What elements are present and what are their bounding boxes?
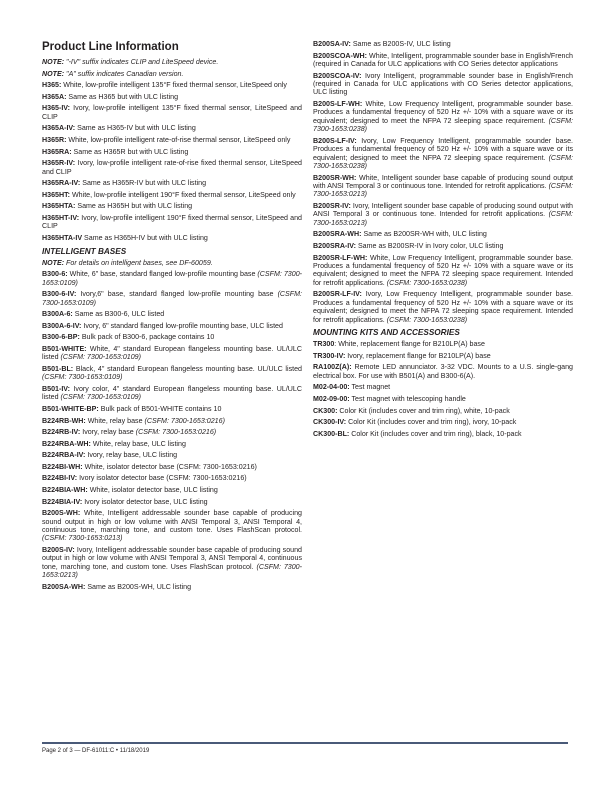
right-entries <box>313 40 573 324</box>
product-description: Test magnet with telescoping handle <box>349 395 466 404</box>
product-code: B501-WHITE: <box>42 344 87 353</box>
product-code: B200SR-IV: <box>313 202 351 211</box>
footer-rule <box>42 742 568 744</box>
product-code: B224BI-IV: <box>42 474 78 483</box>
product-entry <box>313 290 573 324</box>
intelligent-bases-note <box>42 259 302 267</box>
product-code: RA100Z(A): <box>313 363 352 372</box>
csfm-listing: (CSFM: 7300-1653:0109) <box>42 373 123 382</box>
product-code: H365RA: <box>42 147 72 156</box>
product-entry <box>42 583 302 591</box>
product-entry <box>42 486 302 494</box>
product-description: Ivory, relay base <box>80 428 136 437</box>
csfm-listing: (CSFM: 7300-1653:0213) <box>313 210 573 227</box>
product-code: TR300-IV: <box>313 351 346 360</box>
product-entry <box>42 463 302 471</box>
product-code: B224RBA-WH: <box>42 439 91 448</box>
product-entry <box>42 365 302 382</box>
product-code: B300-6: <box>42 270 68 279</box>
bases-entries <box>42 270 302 591</box>
product-code: B200SRA-WH: <box>313 230 362 239</box>
product-description: Ivory, relay base, ULC listing <box>85 451 178 460</box>
product-description: : White, replacement flange for B210LP(A) base <box>334 340 485 349</box>
mounting-heading: MOUNTING KITS AND ACCESSORIES <box>313 328 460 338</box>
product-entry <box>313 202 573 227</box>
product-entry <box>42 333 302 341</box>
product-description: Remote LED annunciator. 3-32 VDC. Mounts to a U.S. single-gang electrical box. For use with B501(A) and B300-6(A). <box>313 363 573 380</box>
product-entry <box>42 81 302 89</box>
product-description: Color Kit (includes cover and trim ring), white, 10-pack <box>337 406 510 415</box>
product-code: H365R: <box>42 135 67 144</box>
product-entry <box>42 234 302 242</box>
product-entry <box>42 509 302 543</box>
product-code: B200SA-WH: <box>42 582 86 591</box>
product-code: B224BIA-IV: <box>42 497 83 506</box>
csfm-listing: (CSFM: 7300-1653:0213) <box>42 562 302 580</box>
product-code: CK300-IV: <box>313 418 347 427</box>
product-description: Ivory Intelligent, programmable sounder base in English/French (required in Canada for ULC applications with CO Series detector applications, ULC listing <box>313 71 573 97</box>
product-code: B200SR-LF-WH: <box>313 253 368 262</box>
product-description: Same as B200S-WH, ULC listing <box>85 582 192 591</box>
note-label: NOTE: <box>42 58 65 66</box>
product-description: White, isolator detector base (CSFM: 7300-1653:0216) <box>82 462 257 471</box>
product-code: TR300 <box>313 340 335 349</box>
product-code: B224BI-WH: <box>42 462 83 471</box>
csfm-listing: (CSFM: 7300-1653:0213) <box>313 182 573 199</box>
product-entry <box>42 124 302 132</box>
product-entry <box>42 214 302 231</box>
page-footer: Page 2 of 3 — DF-61011:C • 11/18/2019 <box>42 748 150 754</box>
csfm-listing: (CSFM: 7300-1653:0238) <box>313 116 573 134</box>
product-code: H365RA-IV: <box>42 179 81 188</box>
product-code: B200S-WH: <box>42 509 81 518</box>
product-entry <box>313 352 573 360</box>
product-description: Ivory, Intelligent addressable sounder base capable of producing sound output in high or low volume with ANSI Temporal 3, ANSI Temporal 4, continuous tone, marching tone, and custom tone. Uses FlashScan protocol. <box>42 546 302 571</box>
product-entry <box>42 179 302 187</box>
product-entry <box>313 395 573 403</box>
product-entry <box>42 440 302 448</box>
product-description: White, Low Frequency Intelligent, programmable sounder base. Produces a fundamental frequency of 520 Hz +/- 10% with a square wave or its equivalent; designed to meet the NFPA 72 sleeping space requirement. Intended for retrofit applications. <box>313 253 573 287</box>
product-entry <box>313 340 573 348</box>
product-entry <box>313 100 573 134</box>
note-label: NOTE: <box>42 69 65 78</box>
product-entry <box>42 498 302 506</box>
product-entry <box>313 430 573 438</box>
left-entries <box>42 81 302 242</box>
csfm-listing: (CSFM: 7300-1653:0216) <box>144 416 225 425</box>
product-entry <box>42 474 302 482</box>
product-description: Bulk pack of B501-WHITE contains 10 <box>98 404 222 413</box>
product-description: White, 4" standard European flangeless mounting base. UL/ULC listed <box>42 344 302 362</box>
product-description: White, Intelligent addressable sounder base capable of producing sound output in high or low volume with ANSI Temporal 3, ANSI Temporal 4, continuous tone, marching tone, and custom tone. Uses FlashScan protocol. <box>42 509 302 535</box>
product-entry <box>313 72 573 97</box>
note-label: NOTE: <box>42 258 65 267</box>
product-description: White, low-profile intelligent 190°F fixed thermal sensor, LiteSpeed only <box>70 190 296 199</box>
product-entry <box>42 270 302 287</box>
mounting-entries <box>313 340 573 438</box>
product-description: Ivory, low-profile intelligent rate-of-rise fixed thermal sensor, LiteSpeed and CLIP <box>42 159 302 176</box>
product-code: H365-IV: <box>42 104 70 113</box>
product-entry <box>313 174 573 199</box>
product-code: B224RB-WH: <box>42 416 86 425</box>
product-code: B300A-6: <box>42 310 73 319</box>
product-description: Ivory,6" base, standard flanged low-profile mounting base <box>76 290 278 299</box>
product-code: B300-6-IV: <box>42 290 77 299</box>
product-code: B501-IV: <box>42 384 70 393</box>
product-entry <box>42 104 302 121</box>
product-description: Ivory, Low Frequency Intelligent, programmable sounder base. Produces a fundamental frequency of 520 Hz +/- 10% with a square wave or its equivalent; designed to meet the NFPA 72 sleeping space requirement. Intended for retrofit applications. <box>313 290 573 324</box>
product-description: Color Kit (includes cover and trim ring), black, 10-pack <box>349 429 522 438</box>
note-text: For details on intelligent bases, see DF-60059. <box>64 258 213 267</box>
product-entry <box>42 546 302 580</box>
product-entry <box>42 191 302 199</box>
product-description: White, 6" base, standard flanged low-profile mounting base <box>67 270 258 279</box>
product-code: B200SCOA-IV: <box>313 71 362 80</box>
product-code: B200SR-LF-IV: <box>313 290 362 299</box>
product-code: B200SA-IV: <box>313 40 351 48</box>
product-entry <box>313 254 573 288</box>
product-entry <box>42 159 302 176</box>
csfm-listing: (CSFM: 7300-1653:0109) <box>60 393 141 402</box>
product-code: B300A-6-IV: <box>42 321 82 330</box>
product-code: H365HTA: <box>42 202 76 211</box>
product-code: B200SCOA-WH: <box>313 51 367 60</box>
product-description: Same as H365-IV but with ULC listing <box>75 124 196 133</box>
product-code: H365HT: <box>42 190 70 199</box>
product-entry <box>42 93 302 101</box>
csfm-listing: (CSFM: 7300-1653:0213) <box>42 534 123 543</box>
csfm-listing: (CSFM: 7300-1653:0109) <box>42 270 303 287</box>
note-line <box>42 70 302 78</box>
product-code: M02-04-00: <box>313 383 350 392</box>
product-code: B200S-LF-IV: <box>313 136 357 145</box>
product-description: Ivory color, 4" standard European flangeless mounting base. UL/ULC listed <box>42 384 302 402</box>
csfm-listing: (CSFM: 7300-1653:0238) <box>386 278 468 287</box>
product-code: B224BIA-WH: <box>42 486 88 495</box>
product-description: Test magnet <box>349 383 391 392</box>
product-description: Same as H365H but with ULC listing <box>75 202 193 211</box>
product-code: B200S-LF-WH: <box>313 100 363 108</box>
product-code: B200SR-WH: <box>313 173 357 182</box>
product-entry <box>42 148 302 156</box>
intelligent-bases-heading: INTELLIGENT BASES <box>42 246 127 256</box>
product-entry <box>42 136 302 144</box>
product-code: B501-WHITE-BP: <box>42 404 99 413</box>
product-description: White, relay base <box>85 416 145 425</box>
product-entry <box>42 322 302 330</box>
note-line <box>42 58 302 66</box>
product-entry <box>313 418 573 426</box>
product-entry <box>42 385 302 402</box>
product-code: B300-6-BP: <box>42 333 80 342</box>
product-description: Ivory, low-profile intelligent 135°F fixed thermal sensor, LiteSpeed and CLIP <box>42 104 302 121</box>
product-description: Same as H365 but with ULC listing <box>66 92 179 101</box>
product-description: Ivory, Low Frequency Intelligent, programmable sounder base. Produces a fundamental frequency of 520 Hz +/- 10% with a square wave or its equivalent; designed to meet the NFPA 72 sleeping space requirement. <box>313 136 573 162</box>
product-description: Same as H365R but with ULC listing <box>71 147 189 156</box>
product-entry <box>42 310 302 318</box>
product-code: H365A-IV: <box>42 124 76 133</box>
product-description: White, low-profile intelligent rate-of-rise thermal sensor, LiteSpeed only <box>66 135 291 144</box>
product-code: B200S-IV: <box>42 546 75 555</box>
product-entry <box>313 52 573 69</box>
product-code: CK300-BL: <box>313 429 350 438</box>
product-entry <box>313 407 573 415</box>
product-entry <box>42 290 302 307</box>
product-code: B224RB-IV: <box>42 428 81 437</box>
product-code: M02-09-00: <box>313 395 350 404</box>
product-entry <box>42 202 302 210</box>
product-description: Ivory isolator detector base, ULC listing <box>82 497 208 506</box>
product-code: B501-BL: <box>42 364 74 373</box>
product-description: Same as B200SR-IV in Ivory color, ULC listing <box>355 242 504 251</box>
csfm-listing: (CSFM: 7300-1653:0238) <box>313 153 573 171</box>
product-description: Ivory isolator detector base (CSFM: 7300-1653:0216) <box>77 474 247 483</box>
product-description: White, Intelligent sounder base capable of producing sound output with ANSI Temporal 3 or continuous tone. Intended for retrofit applications. <box>313 173 573 191</box>
product-entry <box>42 405 302 413</box>
csfm-listing: (CSFM: 7300-1653:0238) <box>386 315 468 324</box>
product-entry <box>313 383 573 391</box>
product-description: Black, 4" standard European flangeless mounting base. UL/ULC listed <box>73 364 302 373</box>
product-entry <box>313 137 573 171</box>
product-entry <box>313 40 573 48</box>
notes <box>42 58 302 78</box>
product-description: White, relay base, ULC listing <box>90 439 186 448</box>
product-description: Ivory, 6" standard flanged low-profile mounting base, ULC listed <box>81 321 283 330</box>
csfm-listing: (CSFM: 7300-1653:0109) <box>42 290 302 307</box>
product-entry <box>313 363 573 380</box>
right-column <box>313 40 573 441</box>
note-text: "-IV" suffix indicates CLIP and LiteSpeed device. <box>64 58 219 66</box>
product-description: Ivory, low-profile intelligent 190°F fixed thermal sensor, LiteSpeed and CLIP <box>42 213 302 231</box>
page-title: Product Line Information <box>42 41 179 53</box>
product-description: Same as B300-6, ULC listed <box>72 310 165 319</box>
product-entry <box>313 230 573 238</box>
product-description: Bulk pack of B300-6, package contains 10 <box>79 333 215 342</box>
product-description: White, Low Frequency Intelligent, programmable sounder base. Produces a fundamental frequency of 520 Hz +/- 10% with a square wave or its equivalent; designed to meet the NFPA 72 sleeping space requirement. <box>313 100 573 125</box>
product-description: Ivory, Intelligent sounder base capable of producing sound output with ANSI Temporal 3 or continuous tone. Intended for retrofit applications. <box>313 202 573 219</box>
product-code: B200SRA-IV: <box>313 242 356 251</box>
product-description: White, Intelligent, programmable sounder base in English/French (required in Canada for ULC applications with CO Series detector applications <box>313 51 573 68</box>
note-text: "A" suffix indicates Canadian version. <box>64 69 184 78</box>
product-code: H365R-IV: <box>42 159 76 168</box>
product-description: White, low-profile intelligent 135°F fixed thermal sensor, LiteSpeed only <box>61 81 287 90</box>
product-entry <box>313 242 573 250</box>
product-description: Same as B200SR-WH with, ULC listing <box>361 230 487 239</box>
product-code: H365A: <box>42 92 67 101</box>
csfm-listing: (CSFM: 7300-1653:0216) <box>135 428 217 437</box>
product-description: Same as H365R-IV but with ULC listing <box>80 179 207 188</box>
product-entry <box>42 451 302 459</box>
product-entry <box>42 345 302 362</box>
product-description: White, isolator detector base, ULC listing <box>87 486 218 495</box>
product-code: CK300: <box>313 406 338 415</box>
product-description: Ivory, replacement flange for B210LP(A) base <box>345 351 491 360</box>
product-description: Color Kit (includes cover and trim ring), ivory, 10-pack <box>346 418 517 427</box>
csfm-listing: (CSFM: 7300-1653:0109) <box>60 353 141 362</box>
product-description: Same as B200S-IV, ULC listing <box>350 40 451 48</box>
product-entry <box>42 417 302 425</box>
product-code: H365: <box>42 81 62 90</box>
product-code: H365HT-IV: <box>42 213 80 222</box>
product-entry <box>42 428 302 436</box>
product-description: Same as H365H-IV but with ULC listing <box>82 233 208 242</box>
product-code: H365HTA-IV <box>42 233 83 242</box>
product-code: B224RBA-IV: <box>42 451 86 460</box>
left-column <box>42 40 302 594</box>
